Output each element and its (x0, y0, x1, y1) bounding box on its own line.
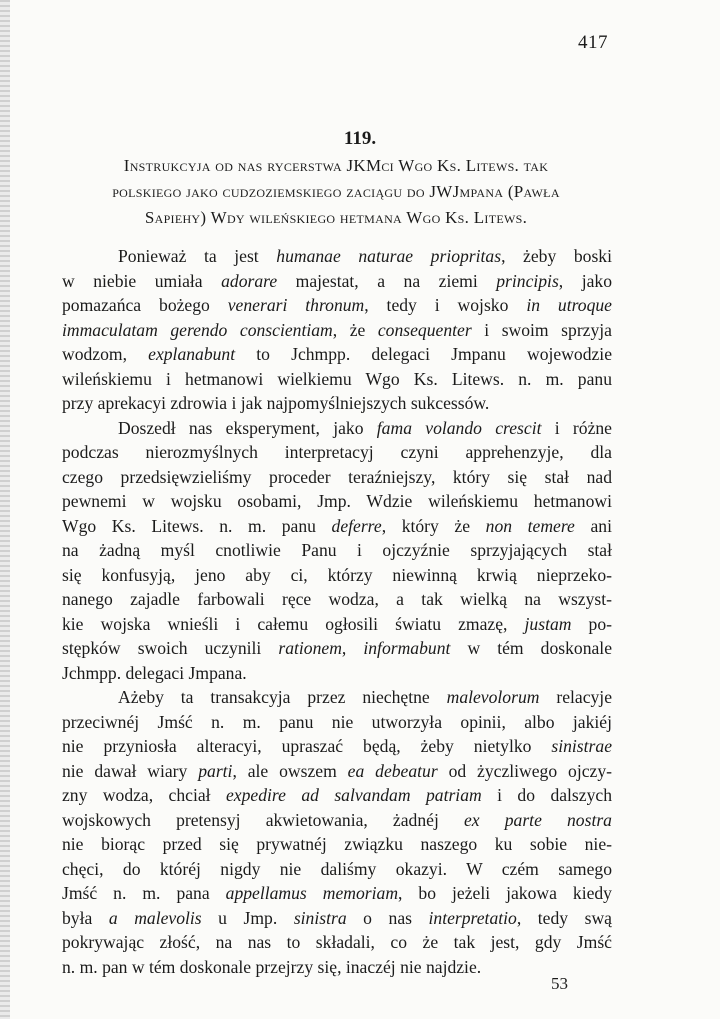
text-line: była a malevolis u Jmp. sinistra o nas interpretatio, tedy swą (62, 907, 612, 928)
text-line: czego przedsięwzieliśmy proceder teraźniejszy, który się stał nad (62, 466, 612, 487)
text-line: nie biorąc przed się prywatnéj związku naszego ku sobie nie- (62, 834, 612, 854)
text-line: pokrywając złość, na nas to składali, co że tak jest, gdy Jmść (62, 932, 612, 952)
text-line: nie dawał wiary parti, ale owszem ea debeatur od życzliwego ojczy- (62, 760, 612, 781)
text-line: Ponieważ ta jest humanae naturae priopritas, żeby boski (118, 246, 612, 266)
text-line: pewnemi w wojsku osobami, Jmp. Wdzie wileńskiemu hetmanowi (62, 491, 612, 511)
text-line: przeciwnéj Jmść n. m. panu nie utworzyła opinii, albo jakiéj (62, 711, 612, 732)
text-line: podczas nierozmyślnych interpretacyj czyni apprehenzyje, dla (62, 442, 612, 462)
text-line: nie przyniosła alteracyi, upraszać będą, żeby nietylko sinistrae (62, 736, 612, 756)
heading-line: Instrukcyja od nas rycerstwa JKMci Wgo Ks. Litews. tak (123, 156, 549, 175)
text-line: n. m. pan w tém doskonale przejrzy się, inaczéj nie najdzie. (62, 956, 482, 977)
text-line: immaculatam gerendo conscientiam, że consequenter i swoim sprzyja (62, 319, 612, 340)
text-line: zny wodza, chciał expedire ad salvandam patriam i do dalszych (62, 785, 612, 805)
body-text (62, 244, 612, 979)
text-line: wodzom, explanabunt to Jchmpp. delegaci Jmpanu wojewodzie (62, 344, 612, 364)
text-line: Jchmpp. delegaci Jmpana. (62, 662, 247, 683)
text-line: nanego zajadle farbowali ręce wodza, a tak wielką na wszyst- (62, 589, 612, 609)
text-line: na żadną myśl cnotliwie Panu i ojczyźnie sprzyjających stał (62, 540, 612, 560)
text-line: Doszedł nas eksperyment, jako fama volando crescit i różne (118, 417, 612, 438)
heading-line: Sapiehy) Wdy wileńskiego hetmana Wgo Ks. Litews. (144, 208, 528, 227)
document-number: 119. (343, 128, 377, 149)
text-line: Wgo Ks. Litews. n. m. panu deferre, który że non temere ani (62, 515, 612, 536)
text-line: wojskowych pretensyj akwietowania, żadnéj ex parte nostra (62, 809, 612, 830)
text-line: wileńskiemu i hetmanowi wielkiemu Wgo Ks. Litews. n. m. panu (62, 368, 612, 389)
text-line: się konfusyją, jeno aby ci, którzy niewinną krwią nieprzeko- (62, 564, 612, 585)
text-line: Ażeby ta transakcyja przez niechętne malevolorum relacyje (118, 687, 612, 707)
heading-line: polskiego jako cudzoziemskiego zaciągu do JWJmpana (Pawła (112, 182, 560, 201)
scanned-page-edge (0, 0, 10, 1019)
text-line: w niebie umiała adorare majestat, a na ziemi principis, jako (62, 270, 612, 291)
text-line: pomazańca bożego venerari thronum, tedy i wojsko in utroque (62, 295, 612, 315)
text-line: chęci, do któréj nigdy nie daliśmy okazyi. W czém samego (62, 858, 612, 879)
text-line: Jmść n. m. pana appellamus memoriam, bo jeżeli jakowa kiedy (62, 883, 612, 903)
text-line: przy aprekacyi zdrowia i jak najpomyślniejszych sukcessów. (62, 393, 490, 413)
signature-mark: 53 (551, 974, 568, 993)
page-number: 417 (578, 32, 608, 53)
text-line: stępków swoich uczynili rationem, informabunt w tém doskonale (62, 638, 612, 658)
document-heading (60, 153, 612, 231)
text-line: kie wojska wnieśli i całemu ogłosili światu zmazę, justam po- (62, 613, 612, 634)
